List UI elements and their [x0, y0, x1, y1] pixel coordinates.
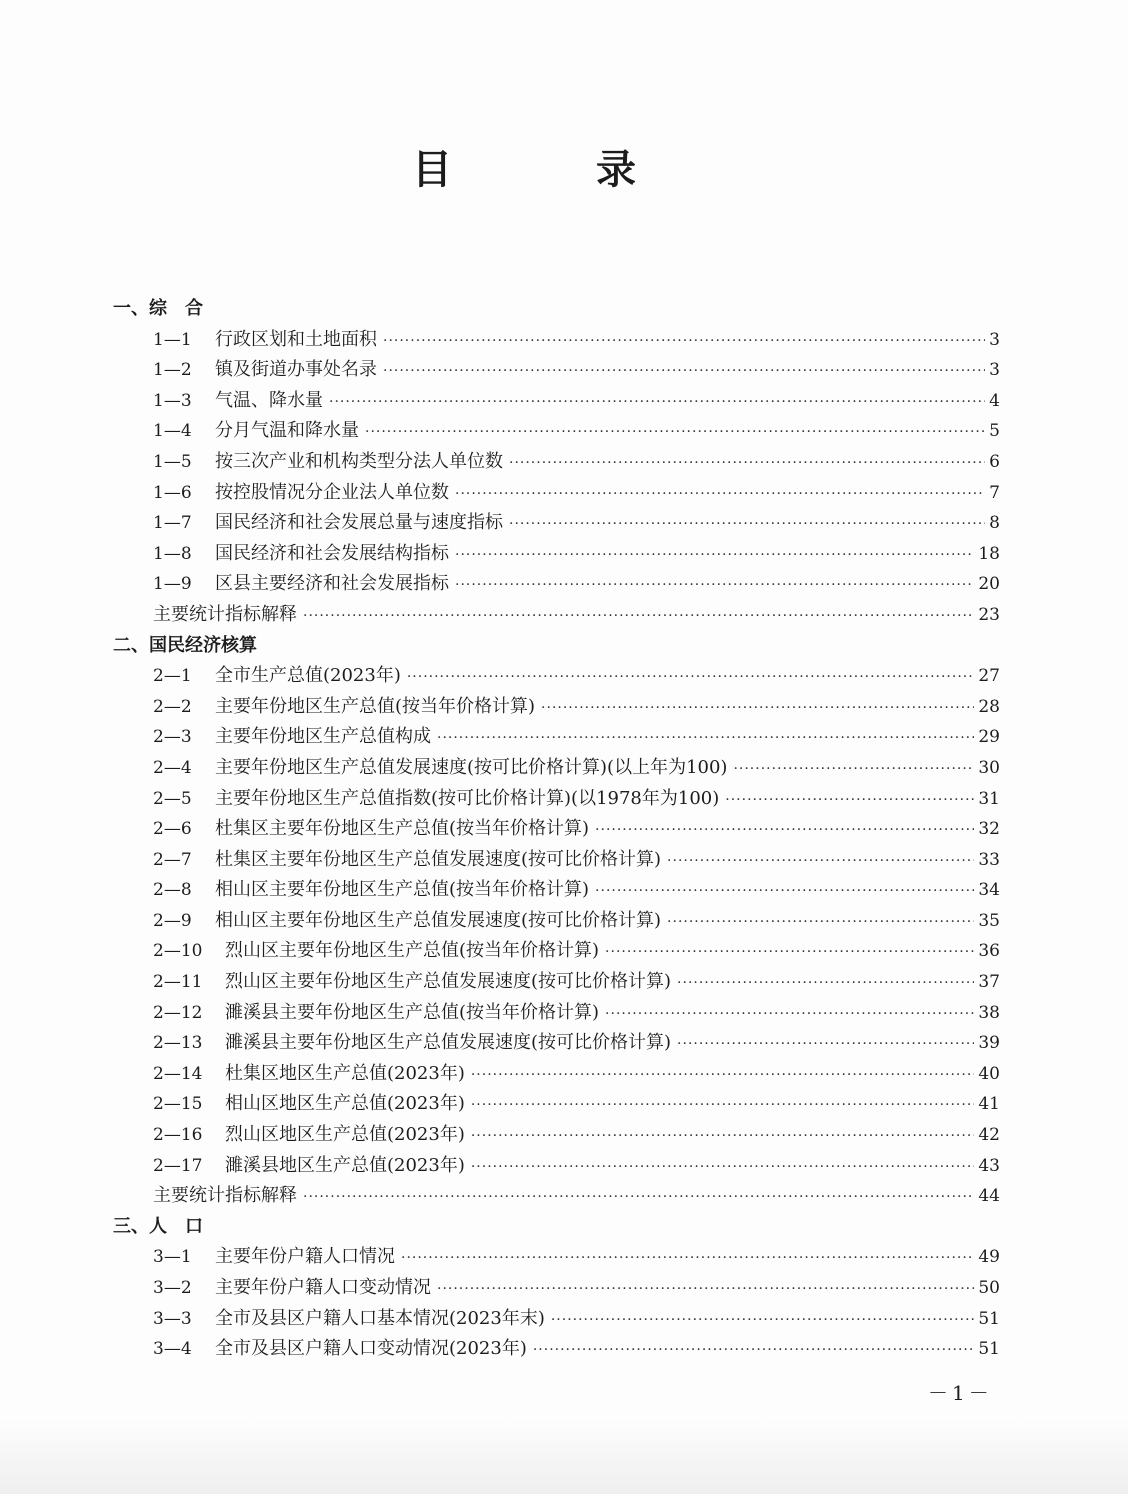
entry-number: 2—2	[153, 696, 192, 717]
dot-leader	[533, 1335, 975, 1366]
toc-entry[interactable]	[0, 967, 1128, 998]
dot-leader	[595, 876, 974, 907]
toc-entry[interactable]	[0, 814, 1128, 845]
toc-entry[interactable]	[0, 845, 1128, 876]
dot-leader	[437, 723, 974, 754]
entry-number: 2—16	[153, 1125, 203, 1146]
toc-entry[interactable]	[0, 1334, 1128, 1365]
entry-title: 主要年份户籍人口情况	[215, 1246, 395, 1268]
entry-number: 2—6	[153, 819, 192, 840]
dot-leader	[605, 999, 974, 1030]
toc-entry[interactable]	[0, 1242, 1128, 1273]
entry-title: 相山区主要年份地区生产总值(按当年价格计算)	[215, 879, 590, 901]
toc-entry[interactable]	[0, 1059, 1128, 1090]
page-bottom-edge	[0, 1420, 1128, 1494]
toc-entry[interactable]	[0, 1089, 1128, 1120]
entry-title: 濉溪县地区生产总值(2023年)	[225, 1154, 465, 1176]
dot-leader	[455, 570, 974, 601]
entry-number: 1—4	[153, 421, 192, 442]
dot-leader	[455, 479, 985, 510]
toc-entry[interactable]	[0, 1273, 1128, 1304]
toc-entry[interactable]	[0, 447, 1128, 478]
entry-number: 1—6	[153, 482, 192, 503]
dot-leader	[667, 907, 974, 938]
entry-number: 2—10	[153, 941, 203, 962]
entry-title: 国民经济和社会发展总量与速度指标	[215, 512, 503, 534]
entry-page-number: 3	[989, 360, 1000, 381]
entry-page-number: 40	[978, 1063, 1000, 1084]
toc-entry[interactable]	[0, 569, 1128, 600]
entry-number: 2—14	[153, 1063, 203, 1084]
entry-title: 主要统计指标解释	[153, 603, 297, 625]
dot-leader	[677, 968, 974, 999]
toc-entry[interactable]	[0, 539, 1128, 570]
dot-leader	[383, 356, 985, 387]
entry-number: 1—5	[153, 451, 192, 472]
dot-leader	[471, 1060, 975, 1091]
entry-number: 2—13	[153, 1033, 203, 1054]
entry-number: 2—1	[153, 666, 192, 687]
entry-number: 2—7	[153, 849, 192, 870]
dot-leader	[437, 1274, 974, 1305]
entry-title: 主要年份地区生产总值指数(按可比价格计算)(以1978年为100)	[215, 787, 720, 809]
entry-title: 相山区地区生产总值(2023年)	[225, 1093, 465, 1115]
toc-entry[interactable]	[0, 478, 1128, 509]
dot-leader	[329, 387, 985, 418]
entry-page-number: 23	[978, 604, 1000, 625]
entry-title: 烈山区主要年份地区生产总值发展速度(按可比价格计算)	[225, 971, 672, 993]
entry-page-number: 8	[989, 513, 1000, 534]
toc-entry[interactable]	[0, 1151, 1128, 1182]
entry-page-number: 5	[989, 421, 1000, 442]
toc-entry[interactable]	[0, 692, 1128, 723]
toc-entry[interactable]	[0, 325, 1128, 356]
entry-page-number: 31	[978, 788, 1000, 809]
entry-page-number: 20	[978, 574, 1000, 595]
dot-leader	[455, 540, 974, 571]
entry-title: 行政区划和土地面积	[215, 328, 377, 350]
entry-page-number: 39	[978, 1033, 1000, 1054]
entry-page-number: 41	[978, 1094, 1000, 1115]
entry-page-number: 32	[978, 819, 1000, 840]
entry-title: 烈山区地区生产总值(2023年)	[225, 1124, 465, 1146]
entry-title: 区县主要经济和社会发展指标	[215, 573, 449, 595]
entry-number: 2—8	[153, 880, 192, 901]
dot-leader	[509, 448, 985, 479]
table-of-contents	[0, 294, 1128, 1365]
entry-title: 烈山区主要年份地区生产总值(按当年价格计算)	[225, 940, 600, 962]
entry-number: 3—4	[153, 1339, 192, 1360]
toc-entry[interactable]	[0, 936, 1128, 967]
entry-number: 1—1	[153, 329, 192, 350]
entry-page-number: 34	[978, 880, 1000, 901]
entry-number: 2—17	[153, 1155, 203, 1176]
toc-entry[interactable]	[0, 355, 1128, 386]
toc-entry[interactable]	[0, 508, 1128, 539]
entry-page-number: 28	[978, 696, 1000, 717]
entry-page-number: 27	[978, 666, 1000, 687]
dot-leader	[471, 1090, 975, 1121]
entry-page-number: 42	[978, 1125, 1000, 1146]
toc-entry[interactable]	[0, 416, 1128, 447]
dot-leader	[471, 1121, 975, 1152]
entry-page-number: 51	[978, 1339, 1000, 1360]
dot-leader	[551, 1305, 975, 1336]
toc-entry[interactable]	[0, 784, 1128, 815]
dot-leader	[383, 326, 985, 357]
entry-page-number: 44	[978, 1186, 1000, 1207]
entry-page-number: 38	[978, 1002, 1000, 1023]
entry-number: 1—8	[153, 543, 192, 564]
toc-entry[interactable]	[0, 386, 1128, 417]
entry-title: 濉溪县主要年份地区生产总值(按当年价格计算)	[225, 1001, 600, 1023]
entry-number: 2—12	[153, 1002, 203, 1023]
entry-title: 主要年份户籍人口变动情况	[215, 1277, 431, 1298]
dot-leader	[677, 1029, 974, 1060]
entry-title: 主要统计指标解释	[153, 1185, 297, 1207]
entry-page-number: 35	[978, 910, 1000, 931]
entry-page-number: 33	[978, 849, 1000, 870]
toc-entry[interactable]	[0, 1304, 1128, 1335]
entry-number: 3—3	[153, 1308, 192, 1329]
page-number: －1－	[928, 1381, 993, 1405]
entry-number: 1—7	[153, 513, 192, 534]
toc-entry[interactable]	[0, 1120, 1128, 1151]
dot-leader	[605, 937, 974, 968]
entry-number: 1—2	[153, 360, 192, 381]
entry-page-number: 3	[989, 329, 1000, 350]
dot-leader	[471, 1152, 975, 1183]
entry-number: 1—9	[153, 574, 192, 595]
page-title: 目 录	[412, 146, 688, 193]
entry-title: 全市及县区户籍人口变动情况(2023年)	[215, 1338, 527, 1360]
entry-page-number: 37	[978, 972, 1000, 993]
entry-page-number: 18	[978, 543, 1000, 564]
entry-page-number: 43	[978, 1155, 1000, 1176]
entry-title: 镇及街道办事处名录	[215, 359, 377, 381]
toc-entry[interactable]	[0, 906, 1128, 937]
entry-number: 2—4	[153, 757, 192, 778]
entry-title: 主要年份地区生产总值(按当年价格计算)	[215, 695, 536, 717]
entry-page-number: 49	[978, 1247, 1000, 1268]
entry-title: 国民经济和社会发展结构指标	[215, 542, 449, 564]
entry-page-number: 29	[978, 727, 1000, 748]
entry-title: 杜集区主要年份地区生产总值发展速度(按可比价格计算)	[215, 848, 662, 870]
entry-title: 全市及县区户籍人口基本情况(2023年末)	[215, 1307, 545, 1329]
entry-page-number: 6	[989, 451, 1000, 472]
entry-title: 分月气温和降水量	[215, 420, 359, 442]
section-heading: 二、国民经济核算	[113, 634, 257, 656]
section-heading: 三、人 口	[113, 1215, 203, 1237]
entry-title: 主要年份地区生产总值发展速度(按可比价格计算)(以上年为100)	[215, 756, 728, 778]
dot-leader	[667, 846, 974, 877]
dot-leader	[733, 754, 974, 785]
dot-leader	[725, 785, 974, 816]
entry-title: 杜集区地区生产总值(2023年)	[225, 1062, 465, 1084]
dot-leader	[303, 601, 974, 632]
dot-leader	[595, 815, 974, 846]
entry-title: 全市生产总值(2023年)	[215, 665, 401, 687]
dot-leader	[407, 662, 975, 693]
toc-entry[interactable]	[0, 1028, 1128, 1059]
entry-page-number: 7	[989, 482, 1000, 503]
toc-entry-notes[interactable]	[0, 1181, 1128, 1212]
entry-number: 3—1	[153, 1247, 192, 1268]
entry-title: 濉溪县主要年份地区生产总值发展速度(按可比价格计算)	[225, 1032, 672, 1054]
toc-entry[interactable]	[0, 722, 1128, 753]
entry-number: 2—3	[153, 727, 192, 748]
dot-leader	[509, 509, 985, 540]
toc-entry[interactable]	[0, 875, 1128, 906]
dot-leader	[401, 1243, 974, 1274]
section-heading: 一、综 合	[113, 298, 203, 319]
dot-leader	[541, 693, 974, 724]
entry-number: 1—3	[153, 390, 192, 411]
entry-title: 杜集区主要年份地区生产总值(按当年价格计算)	[215, 818, 590, 840]
entry-page-number: 36	[978, 941, 1000, 962]
entry-number: 2—15	[153, 1094, 203, 1115]
entry-page-number: 51	[978, 1308, 1000, 1329]
entry-number: 3—2	[153, 1278, 192, 1298]
entry-title: 相山区主要年份地区生产总值发展速度(按可比价格计算)	[215, 909, 662, 931]
toc-entry[interactable]	[0, 753, 1128, 784]
toc-entry-notes[interactable]	[0, 600, 1128, 631]
entry-title: 主要年份地区生产总值构成	[215, 726, 431, 748]
dot-leader	[365, 417, 985, 448]
entry-page-number: 50	[978, 1278, 1000, 1298]
toc-entry[interactable]	[0, 661, 1128, 692]
dot-leader	[303, 1182, 974, 1213]
entry-title: 按控股情况分企业法人单位数	[215, 481, 449, 503]
entry-page-number: 4	[989, 390, 1000, 411]
entry-page-number: 30	[978, 757, 1000, 778]
toc-entry[interactable]	[0, 998, 1128, 1029]
entry-number: 2—9	[153, 910, 192, 931]
entry-number: 2—5	[153, 788, 192, 809]
entry-title: 气温、降水量	[215, 389, 323, 411]
entry-number: 2—11	[153, 972, 203, 993]
entry-title: 按三次产业和机构类型分法人单位数	[215, 450, 503, 472]
